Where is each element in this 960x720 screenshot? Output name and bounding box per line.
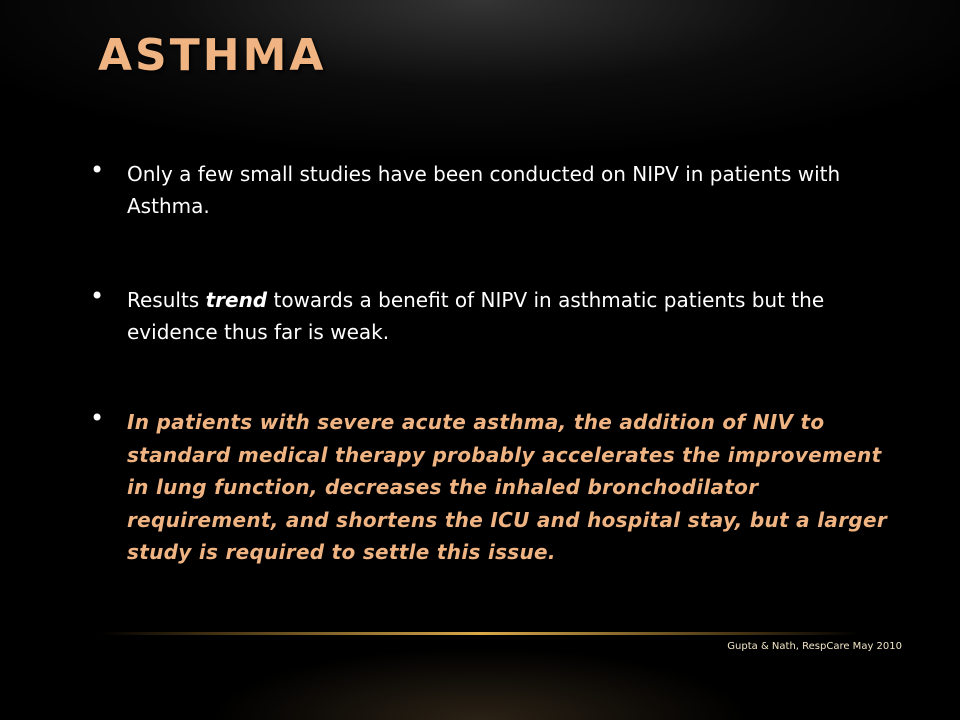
bullet-text bbox=[127, 284, 897, 348]
bullet-marker: • bbox=[90, 156, 105, 184]
bullet-text-segment: towards a benefit of NIPV in asthmatic patients but the evidence thus far is weak. bbox=[127, 288, 825, 344]
divider-line bbox=[100, 632, 860, 635]
bullet-text: Only a few small studies have been conducted on NIPV in patients with Asthma. bbox=[127, 162, 841, 218]
emphasis-word: trend bbox=[205, 288, 268, 312]
bullet-text-highlight: In patients with severe acute asthma, the addition of NIV to standard medical therapy probably accelerates the improvement in lung function, decreases the inhaled bronchodilator requirement, and shortens the ICU and hospital stay, but a larger study is required to settle this issue. bbox=[127, 410, 887, 564]
citation: Gupta & Nath, RespCare May 2010 bbox=[727, 641, 902, 652]
bullet-text-segment: Results bbox=[127, 288, 206, 312]
slide-title: ASTHMA bbox=[98, 30, 327, 81]
bullet-marker: • bbox=[90, 404, 105, 432]
bullet-marker: • bbox=[90, 282, 105, 310]
